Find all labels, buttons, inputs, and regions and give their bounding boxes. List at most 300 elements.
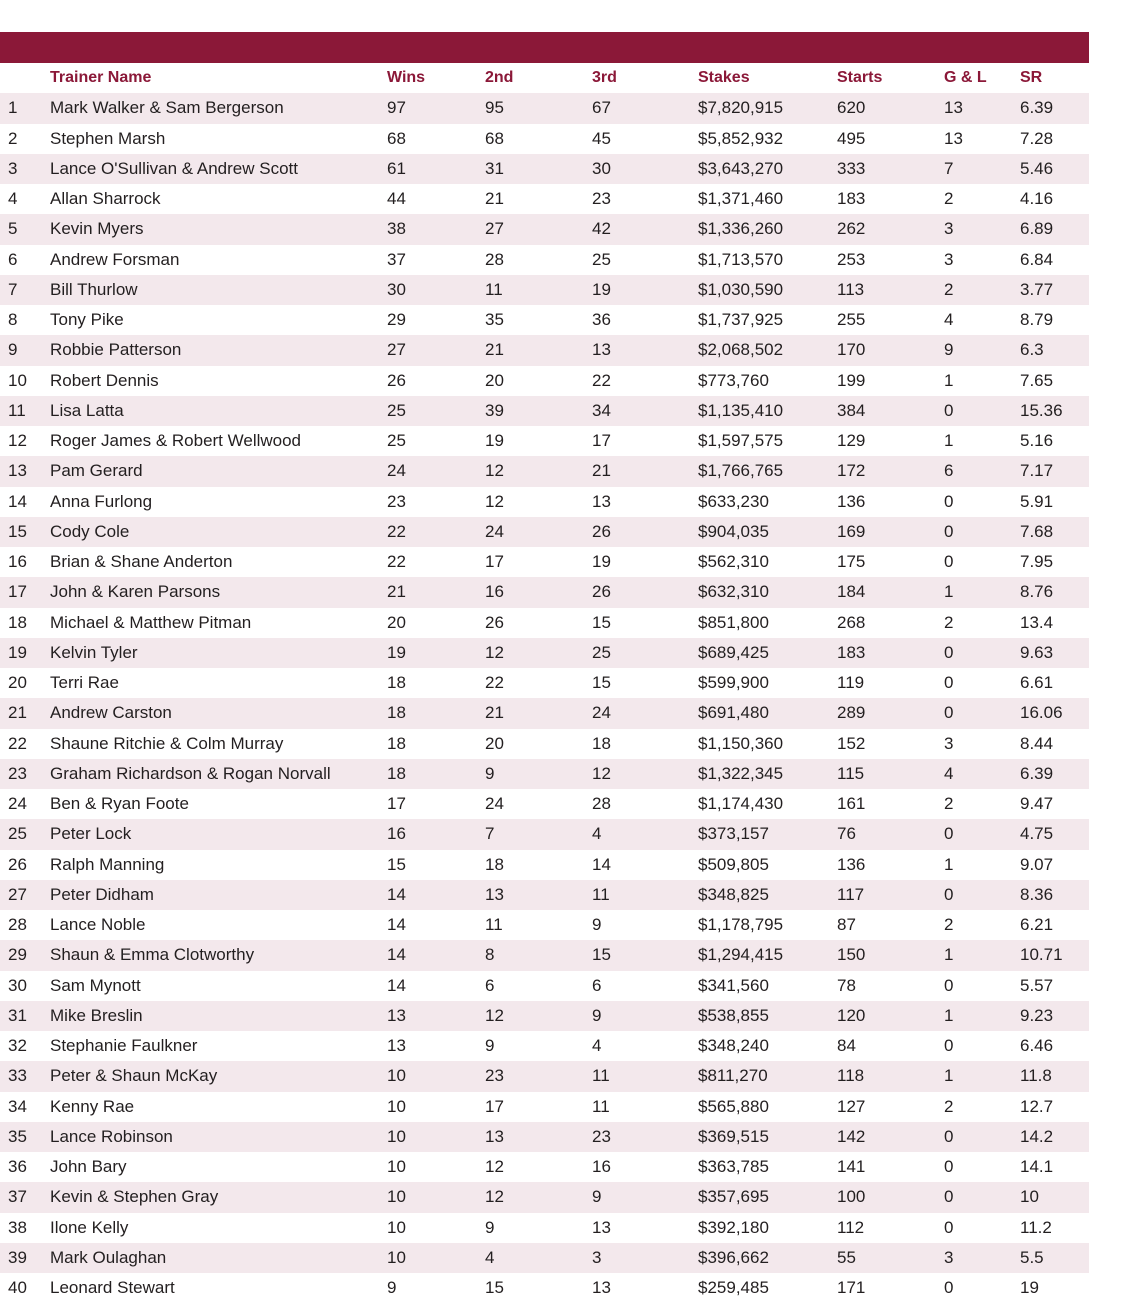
table-row [0, 1243, 1089, 1273]
table-row [0, 214, 1089, 244]
cell-gl: 0 [944, 824, 954, 844]
cell-third: 9 [592, 915, 602, 934]
cell-starts: 117 [837, 884, 865, 904]
cell-trainer-name: Peter & Shaun McKay [50, 1066, 218, 1086]
cell-rank: 8 [8, 310, 18, 329]
cell-third: 13 [592, 1278, 611, 1297]
cell-sr: 7.95 [1020, 552, 1054, 571]
cell-sr: 7.17 [1020, 461, 1054, 481]
cell-wins: 18 [387, 673, 406, 692]
cell-stakes: $2,068,502 [698, 340, 784, 360]
cell-sr: 5.57 [1020, 975, 1054, 995]
cell-wins: 14 [387, 884, 406, 904]
cell-starts: 136 [837, 491, 866, 511]
cell-third: 14 [592, 854, 611, 874]
table-row [0, 396, 1089, 426]
cell-trainer-name: Lance Noble [50, 915, 146, 934]
cell-trainer-name: Andrew Carston [50, 703, 172, 723]
cell-wins: 14 [387, 915, 406, 934]
cell-stakes: $5,852,932 [698, 128, 784, 148]
cell-starts: 84 [837, 1036, 856, 1055]
cell-third: 9 [592, 1005, 602, 1025]
cell-rank: 14 [8, 491, 27, 511]
cell-rank: 17 [8, 582, 27, 602]
cell-third: 15 [592, 673, 611, 692]
cell-stakes: $1,371,460 [698, 189, 784, 208]
cell-rank: 1 [8, 98, 18, 118]
cell-gl: 2 [944, 915, 954, 934]
cell-trainer-name: Mike Breslin [50, 1005, 143, 1025]
table-row [0, 184, 1089, 214]
cell-trainer-name: Kevin & Stephen Gray [50, 1187, 219, 1207]
cell-gl: 9 [944, 340, 954, 360]
cell-wins: 18 [387, 703, 406, 723]
cell-stakes: $633,230 [698, 491, 769, 511]
cell-starts: 113 [837, 279, 865, 299]
cell-gl: 0 [944, 552, 954, 571]
cell-stakes: $396,662 [698, 1247, 769, 1267]
cell-third: 17 [592, 431, 611, 450]
cell-stakes: $1,336,260 [698, 219, 784, 239]
cell-trainer-name: Lance O'Sullivan & Andrew Scott [50, 158, 298, 178]
cell-wins: 97 [387, 98, 406, 118]
cell-starts: 171 [837, 1278, 866, 1297]
cell-wins: 10 [387, 1187, 406, 1207]
cell-trainer-name: Ben & Ryan Foote [50, 794, 189, 813]
table-row [0, 93, 1089, 123]
cell-third: 23 [592, 189, 611, 208]
cell-third: 26 [592, 582, 611, 602]
table-row [0, 698, 1089, 728]
cell-wins: 10 [387, 1247, 406, 1267]
cell-starts: 495 [837, 128, 866, 148]
header-second: 2nd [485, 69, 514, 86]
table-row [0, 940, 1089, 970]
cell-trainer-name: Kelvin Tyler [50, 642, 138, 662]
cell-rank: 5 [8, 219, 18, 239]
cell-wins: 23 [387, 491, 406, 511]
title-banner [0, 32, 1089, 63]
cell-second: 17 [485, 552, 504, 571]
cell-second: 15 [485, 1278, 504, 1297]
cell-starts: 115 [837, 763, 865, 783]
cell-second: 12 [485, 491, 504, 511]
cell-trainer-name: Kevin Myers [50, 219, 144, 239]
cell-wins: 10 [387, 1066, 406, 1086]
cell-gl: 1 [944, 1066, 954, 1086]
cell-third: 13 [592, 340, 611, 360]
cell-starts: 183 [837, 189, 866, 208]
cell-rank: 30 [8, 975, 27, 995]
cell-rank: 39 [8, 1247, 27, 1267]
cell-stakes: $373,157 [698, 824, 769, 844]
cell-gl: 1 [944, 854, 954, 874]
cell-wins: 17 [387, 794, 406, 813]
cell-trainer-name: Peter Didham [50, 884, 154, 904]
cell-wins: 26 [387, 370, 406, 390]
cell-third: 18 [592, 733, 611, 753]
cell-third: 11 [592, 1066, 610, 1086]
header-starts: Starts [837, 69, 883, 86]
cell-wins: 37 [387, 249, 406, 269]
cell-stakes: $562,310 [698, 552, 769, 571]
cell-gl: 1 [944, 370, 954, 390]
cell-wins: 18 [387, 763, 406, 783]
cell-rank: 10 [8, 370, 27, 390]
table-row [0, 275, 1089, 305]
cell-sr: 11.2 [1020, 1217, 1052, 1237]
cell-trainer-name: Ralph Manning [50, 854, 165, 874]
cell-starts: 76 [837, 824, 856, 844]
cell-gl: 0 [944, 1157, 954, 1176]
cell-rank: 29 [8, 945, 27, 965]
cell-gl: 0 [944, 703, 954, 723]
cell-starts: 184 [837, 582, 866, 602]
cell-rank: 12 [8, 431, 27, 450]
table-row [0, 1213, 1089, 1243]
cell-third: 15 [592, 612, 611, 632]
cell-stakes: $599,900 [698, 673, 769, 692]
table-row [0, 1061, 1089, 1091]
cell-trainer-name: Kenny Rae [50, 1096, 135, 1116]
cell-trainer-name: Andrew Forsman [50, 249, 180, 269]
table-row [0, 759, 1089, 789]
table-header [0, 63, 1089, 93]
cell-third: 11 [592, 1096, 610, 1116]
cell-gl: 3 [944, 733, 954, 753]
cell-third: 22 [592, 370, 611, 390]
cell-sr: 6.84 [1020, 249, 1054, 269]
cell-third: 36 [592, 310, 611, 329]
cell-gl: 3 [944, 1247, 954, 1267]
cell-rank: 24 [8, 794, 27, 813]
cell-gl: 2 [944, 279, 954, 299]
cell-starts: 120 [837, 1005, 866, 1025]
cell-trainer-name: Shaun & Emma Clotworthy [50, 945, 255, 965]
cell-starts: 268 [837, 612, 866, 632]
cell-second: 23 [485, 1066, 504, 1086]
cell-third: 25 [592, 642, 611, 662]
cell-third: 6 [592, 975, 602, 995]
cell-second: 20 [485, 733, 504, 753]
cell-gl: 6 [944, 461, 954, 481]
cell-starts: 127 [837, 1096, 866, 1116]
cell-stakes: $348,825 [698, 884, 769, 904]
cell-third: 19 [592, 279, 611, 299]
table-row [0, 1092, 1089, 1122]
cell-starts: 172 [837, 461, 866, 481]
cell-stakes: $369,515 [698, 1126, 769, 1146]
cell-starts: 78 [837, 975, 856, 995]
cell-gl: 13 [944, 128, 963, 148]
cell-second: 27 [485, 219, 504, 239]
cell-rank: 16 [8, 552, 27, 571]
cell-gl: 0 [944, 521, 954, 541]
cell-trainer-name: John & Karen Parsons [50, 582, 221, 602]
cell-gl: 0 [944, 673, 954, 692]
header-sr: SR [1020, 69, 1043, 86]
cell-wins: 44 [387, 189, 406, 208]
cell-third: 12 [592, 763, 611, 783]
cell-sr: 7.65 [1020, 370, 1054, 390]
cell-trainer-name: Allan Sharrock [50, 189, 161, 208]
cell-stakes: $1,135,410 [698, 400, 784, 420]
cell-rank: 26 [8, 854, 27, 874]
header-third: 3rd [592, 69, 617, 86]
cell-stakes: $1,178,795 [698, 915, 784, 934]
cell-trainer-name: Tony Pike [50, 310, 124, 329]
cell-sr: 13.4 [1020, 612, 1054, 632]
cell-wins: 27 [387, 340, 406, 360]
cell-stakes: $773,760 [698, 370, 769, 390]
cell-sr: 9.07 [1020, 854, 1054, 874]
table-row [0, 154, 1089, 184]
cell-stakes: $1,174,430 [698, 794, 784, 813]
cell-sr: 6.39 [1020, 98, 1054, 118]
cell-second: 39 [485, 400, 504, 420]
cell-trainer-name: Graham Richardson & Rogan Norvall [50, 763, 331, 783]
cell-sr: 12.7 [1020, 1096, 1054, 1116]
cell-sr: 7.28 [1020, 128, 1054, 148]
cell-stakes: $1,322,345 [698, 763, 784, 783]
cell-wins: 10 [387, 1096, 406, 1116]
cell-sr: 8.36 [1020, 884, 1054, 904]
cell-third: 30 [592, 158, 611, 178]
table-row [0, 638, 1089, 668]
cell-second: 17 [485, 1096, 504, 1116]
table-row [0, 729, 1089, 759]
cell-rank: 19 [8, 642, 27, 662]
cell-third: 9 [592, 1187, 602, 1207]
cell-trainer-name: Pam Gerard [50, 461, 143, 481]
cell-wins: 25 [387, 400, 406, 420]
cell-gl: 1 [944, 945, 954, 965]
cell-trainer-name: Ilone Kelly [50, 1217, 129, 1237]
cell-gl: 0 [944, 491, 954, 511]
cell-second: 12 [485, 642, 504, 662]
cell-rank: 7 [8, 279, 18, 299]
table-row [0, 487, 1089, 517]
cell-wins: 22 [387, 552, 406, 571]
cell-second: 11 [485, 915, 503, 934]
cell-trainer-name: Lance Robinson [50, 1126, 173, 1146]
cell-wins: 16 [387, 824, 406, 844]
cell-trainer-name: Terri Rae [50, 673, 119, 692]
cell-third: 3 [592, 1247, 602, 1267]
cell-second: 24 [485, 794, 504, 813]
cell-rank: 23 [8, 763, 27, 783]
cell-second: 18 [485, 854, 504, 874]
cell-third: 11 [592, 884, 610, 904]
cell-trainer-name: Robert Dennis [50, 370, 159, 390]
table-row [0, 366, 1089, 396]
cell-gl: 0 [944, 975, 954, 995]
cell-gl: 13 [944, 98, 963, 118]
cell-starts: 141 [837, 1157, 866, 1176]
cell-stakes: $392,180 [698, 1217, 769, 1237]
cell-gl: 0 [944, 1036, 954, 1055]
cell-wins: 18 [387, 733, 406, 753]
cell-wins: 29 [387, 310, 406, 329]
cell-sr: 8.44 [1020, 733, 1054, 753]
cell-gl: 1 [944, 1005, 954, 1025]
cell-starts: 183 [837, 642, 866, 662]
cell-wins: 25 [387, 431, 406, 450]
cell-trainer-name: Roger James & Robert Wellwood [50, 431, 302, 450]
cell-sr: 6.61 [1020, 673, 1054, 692]
cell-stakes: $7,820,915 [698, 98, 784, 118]
cell-second: 68 [485, 128, 504, 148]
cell-wins: 10 [387, 1126, 406, 1146]
cell-second: 28 [485, 249, 504, 269]
header-wins: Wins [387, 69, 426, 86]
cell-rank: 3 [8, 158, 18, 178]
cell-gl: 0 [944, 884, 954, 904]
table-row [0, 880, 1089, 910]
cell-trainer-name: Sam Mynott [50, 975, 141, 995]
cell-sr: 6.39 [1020, 763, 1054, 783]
table-row [0, 668, 1089, 698]
cell-wins: 9 [387, 1278, 397, 1297]
cell-third: 13 [592, 1217, 611, 1237]
table-row [0, 910, 1089, 940]
table-row [0, 1152, 1089, 1182]
table-row [0, 456, 1089, 486]
cell-wins: 10 [387, 1217, 406, 1237]
table-row [0, 1122, 1089, 1152]
cell-stakes: $1,737,925 [698, 310, 784, 329]
cell-sr: 5.46 [1020, 158, 1054, 178]
cell-rank: 28 [8, 915, 27, 934]
cell-gl: 1 [944, 431, 954, 450]
cell-wins: 61 [387, 158, 406, 178]
cell-third: 25 [592, 249, 611, 269]
cell-gl: 0 [944, 400, 954, 420]
cell-trainer-name: Cody Cole [50, 521, 130, 541]
cell-trainer-name: Robbie Patterson [50, 340, 182, 360]
cell-trainer-name: Lisa Latta [50, 400, 124, 420]
cell-third: 26 [592, 521, 611, 541]
table-row [0, 1182, 1089, 1212]
cell-trainer-name: Mark Walker & Sam Bergerson [50, 98, 284, 118]
cell-wins: 13 [387, 1005, 406, 1025]
cell-wins: 19 [387, 642, 406, 662]
cell-rank: 4 [8, 189, 18, 208]
cell-second: 9 [485, 1217, 495, 1237]
table-row [0, 971, 1089, 1001]
cell-stakes: $363,785 [698, 1157, 769, 1176]
cell-second: 20 [485, 370, 504, 390]
cell-stakes: $565,880 [698, 1096, 769, 1116]
cell-gl: 1 [944, 582, 954, 602]
cell-stakes: $357,695 [698, 1187, 769, 1207]
cell-rank: 33 [8, 1066, 27, 1086]
table-row [0, 245, 1089, 275]
cell-third: 16 [592, 1157, 611, 1176]
cell-second: 26 [485, 612, 504, 632]
table-row [0, 577, 1089, 607]
cell-gl: 3 [944, 219, 954, 239]
cell-gl: 4 [944, 310, 954, 329]
cell-trainer-name: John Bary [50, 1157, 127, 1176]
cell-rank: 20 [8, 673, 27, 692]
cell-third: 4 [592, 1036, 602, 1055]
cell-sr: 19 [1020, 1278, 1039, 1297]
cell-wins: 21 [387, 582, 406, 602]
cell-stakes: $1,294,415 [698, 945, 784, 965]
cell-sr: 5.91 [1020, 491, 1054, 511]
cell-wins: 68 [387, 128, 406, 148]
cell-sr: 6.89 [1020, 219, 1054, 239]
cell-stakes: $341,560 [698, 975, 769, 995]
table-row [0, 608, 1089, 638]
cell-rank: 37 [8, 1187, 27, 1207]
table-row [0, 819, 1089, 849]
cell-sr: 16.06 [1020, 703, 1063, 723]
cell-starts: 112 [837, 1217, 865, 1237]
cell-gl: 2 [944, 794, 954, 813]
cell-trainer-name: Stephanie Faulkner [50, 1036, 198, 1055]
cell-starts: 255 [837, 310, 866, 329]
cell-third: 13 [592, 491, 611, 511]
cell-third: 67 [592, 98, 611, 118]
cell-sr: 9.23 [1020, 1005, 1054, 1025]
cell-starts: 262 [837, 219, 866, 239]
cell-trainer-name: Michael & Matthew Pitman [50, 612, 252, 632]
cell-stakes: $348,240 [698, 1036, 769, 1055]
table-row [0, 850, 1089, 880]
cell-starts: 136 [837, 854, 866, 874]
cell-trainer-name: Mark Oulaghan [50, 1247, 167, 1267]
table-row [0, 305, 1089, 335]
cell-sr: 10 [1020, 1187, 1039, 1207]
cell-rank: 13 [8, 461, 27, 481]
cell-sr: 10.71 [1020, 945, 1063, 965]
cell-starts: 100 [837, 1187, 866, 1207]
cell-third: 21 [592, 461, 611, 481]
cell-starts: 170 [837, 340, 866, 360]
cell-starts: 142 [837, 1126, 866, 1146]
cell-trainer-name: Brian & Shane Anderton [50, 552, 233, 571]
cell-wins: 24 [387, 461, 406, 481]
cell-starts: 129 [837, 431, 866, 450]
cell-sr: 14.2 [1020, 1126, 1054, 1146]
table-row [0, 335, 1089, 365]
cell-second: 22 [485, 673, 504, 692]
cell-third: 23 [592, 1126, 611, 1146]
cell-gl: 2 [944, 189, 954, 208]
cell-third: 28 [592, 794, 611, 813]
cell-second: 21 [485, 189, 504, 208]
cell-second: 35 [485, 310, 504, 329]
cell-stakes: $1,150,360 [698, 733, 784, 753]
cell-stakes: $259,485 [698, 1278, 769, 1297]
cell-trainer-name: Peter Lock [50, 824, 132, 844]
cell-stakes: $851,800 [698, 612, 769, 632]
table-row [0, 426, 1089, 456]
cell-third: 42 [592, 219, 611, 239]
cell-second: 4 [485, 1247, 495, 1267]
cell-second: 9 [485, 763, 495, 783]
cell-second: 19 [485, 431, 504, 450]
cell-second: 24 [485, 521, 504, 541]
cell-trainer-name: Bill Thurlow [50, 279, 138, 299]
cell-sr: 9.63 [1020, 642, 1054, 662]
cell-gl: 0 [944, 1126, 954, 1146]
cell-wins: 20 [387, 612, 406, 632]
cell-second: 12 [485, 1157, 504, 1176]
cell-rank: 18 [8, 612, 27, 632]
